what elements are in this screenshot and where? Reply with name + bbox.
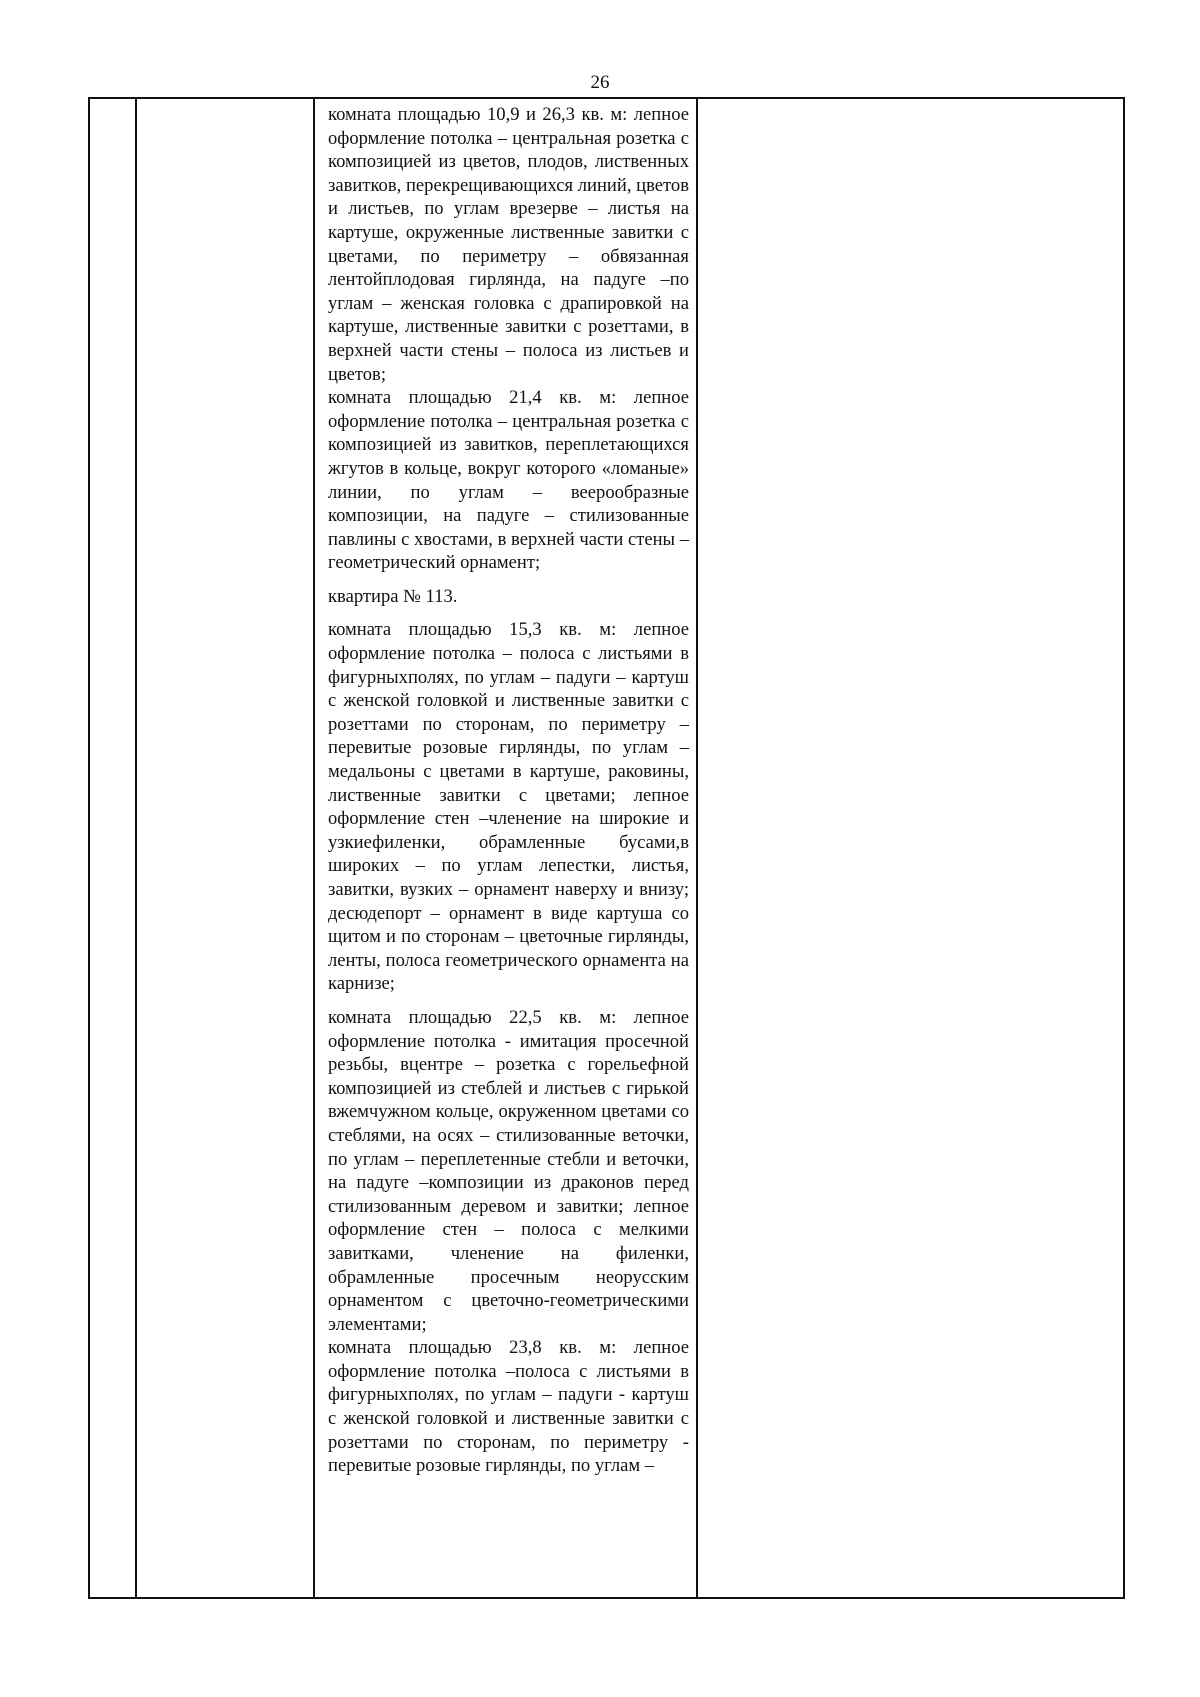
column-divider	[313, 99, 315, 1597]
room-description: комната площадью 21,4 кв. м: лепное оформление потолка – центральная розетка с композицией из завитков, переплетающихся жгутов в кольце, вокруг которого «ломаные» линии, по углам – веерообразные композиции, на падуге – стилизованные павлины с хвостами, в верхней части стены – геометрический орнамент;	[328, 387, 689, 574]
room-description: комната площадью 10,9 и 26,3 кв. м: лепное оформление потолка – центральная розетка с композицией из цветов, плодов, лиственных завитков, перекрещивающихся линий, цветов и листьев, по углам врезерве – листья на картуше, окруженные лиственные завитки с цветами, по периметру – обвязанная лентойплодовая гирлянда, на падуге –по углам – женская головка с драпировкой на картуше, лиственные завитки с розеттами, в верхней части стены – полоса из листьев и цветов;	[328, 104, 689, 385]
column-divider	[135, 99, 137, 1597]
room-description: комната площадью 22,5 кв. м: лепное оформление потолка - имитация просечной резьбы, вцентре – розетка с горельефной композицией из стеблей и листьев с гирькой вжемчужном кольце, окруженном цветами со стеблями, на осях – стилизованные веточки, по углам – переплетенные стебли и веточки, на падуге –композиции из драконов перед стилизованным деревом и завитки; лепное оформление стен – полоса с мелкими завитками, членение на филенки, обрамленные просечным неорусским орнаментом с цветочно-геометрическими элементами;	[328, 1006, 689, 1335]
apartment-heading: квартира № 113.	[328, 585, 458, 607]
room-description: комната площадью 23,8 кв. м: лепное оформление потолка –полоса с листьями в фигурныхполях, по углам – падуги - картуш с женской головкой и лиственные завитки с розеттами по сторонам, по периметру - перевитые розовые гирлянды, по углам –	[328, 1337, 689, 1477]
description-cell	[328, 103, 689, 1478]
monument-table	[88, 97, 1125, 1599]
column-divider	[696, 99, 698, 1597]
page-number: 26	[590, 72, 610, 93]
room-description: комната площадью 15,3 кв. м: лепное оформление потолка – полоса с листьями в фигурныхполях, по углам – падуги – картуш с женской головкой и лиственные завитки с розеттами по сторонам, по периметру – перевитые розовые гирлянды, по углам – медальоны с цветами в картуше, раковины, лиственные завитки с цветами; лепное оформление стен –членение на широкие и узкиефиленки, обрамленные бусами,в широких – по углам лепестки, листья, завитки, вузких – орнамент наверху и внизу; десюдепорт – орнамент в виде картуша со щитом и по сторонам – цветочные гирлянды, ленты, полоса геометрического орнамента на карнизе;	[328, 619, 689, 995]
